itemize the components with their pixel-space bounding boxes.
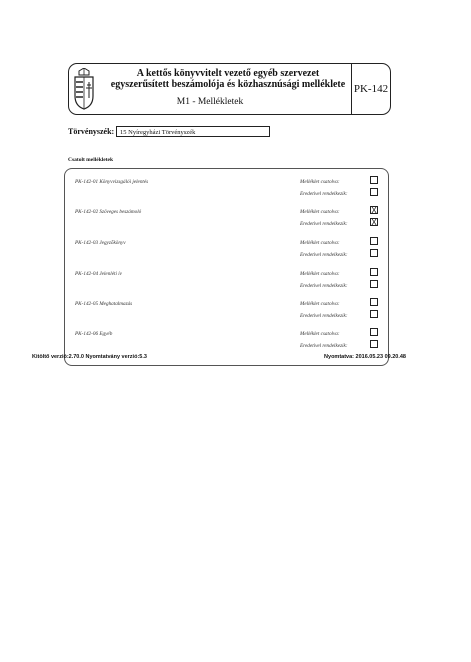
original-checkbox[interactable] — [370, 310, 378, 318]
attached-checkbox[interactable] — [370, 328, 378, 336]
attached-label: Melléklet csatolva: — [300, 271, 340, 277]
attachment-row — [65, 171, 388, 201]
court-field[interactable]: 15 Nyíregyházi Törvényszék — [116, 126, 270, 137]
attachment-row — [65, 263, 388, 293]
attachment-row — [65, 293, 388, 323]
attached-label: Melléklet csatolva: — [300, 209, 340, 215]
court-label: Törvényszék: — [68, 127, 115, 136]
coat-of-arms-icon — [73, 68, 95, 110]
original-checkbox[interactable] — [370, 249, 378, 257]
attachment-label: PK-142-05 Meghatalmazás — [75, 301, 133, 307]
attached-label: Melléklet csatolva: — [300, 240, 340, 246]
attached-checkbox[interactable] — [370, 237, 378, 245]
original-checkbox[interactable] — [370, 188, 378, 196]
form-header — [68, 63, 391, 115]
attachment-row — [65, 323, 388, 353]
form-title-line2: egyszerűsített beszámolója és közhasznúsági melléklete — [110, 79, 346, 90]
form-title — [105, 68, 351, 90]
original-checkbox[interactable]: X — [371, 218, 377, 227]
attachments-panel — [64, 168, 389, 366]
attached-label: Melléklet csatolva: — [300, 301, 340, 307]
attachment-label: PK-142-01 Könyvvizsgálói jelentés — [75, 179, 149, 185]
attachment-label: PK-142-06 Egyéb — [75, 331, 113, 337]
form-code: PK-142 — [351, 64, 390, 114]
original-label: Eredetivel rendelkezik: — [300, 313, 348, 319]
attached-checkbox[interactable] — [370, 298, 378, 306]
attachment-label: PK-142-02 Szöveges beszámoló — [75, 209, 142, 215]
original-label: Eredetivel rendelkezik: — [300, 343, 348, 349]
attachment-row — [65, 201, 388, 231]
original-checkbox[interactable] — [370, 340, 378, 348]
attachments-section-title: Csatolt mellékletek — [68, 157, 114, 163]
attached-label: Melléklet csatolva: — [300, 331, 340, 337]
form-title-line1: A kettős könyvvitelt vezető egyéb szervezet — [136, 68, 320, 79]
attached-checkbox[interactable]: X — [371, 206, 377, 215]
attached-checkbox[interactable] — [370, 176, 378, 184]
form-subtitle: M1 - Mellékletek — [176, 97, 244, 107]
print-timestamp: Nyomtatva: 2016.05.23 09.20.48 — [324, 354, 406, 360]
attachment-label: PK-142-03 Jegyzőkönyv — [75, 240, 126, 246]
original-label: Eredetivel rendelkezik: — [300, 191, 348, 197]
original-checkbox[interactable] — [370, 280, 378, 288]
attached-checkbox[interactable] — [370, 268, 378, 276]
original-label: Eredetivel rendelkezik: — [300, 283, 348, 289]
attachment-label: PK-142-04 Jelenléti ív — [75, 271, 122, 277]
version-info: Kitöltő verzió:2.70.0 Nyomtatvány verzió:5.3 — [32, 354, 147, 360]
attachment-row — [65, 232, 388, 262]
attached-label: Melléklet csatolva: — [300, 179, 340, 185]
original-label: Eredetivel rendelkezik: — [300, 221, 348, 227]
original-label: Eredetivel rendelkezik: — [300, 252, 348, 258]
